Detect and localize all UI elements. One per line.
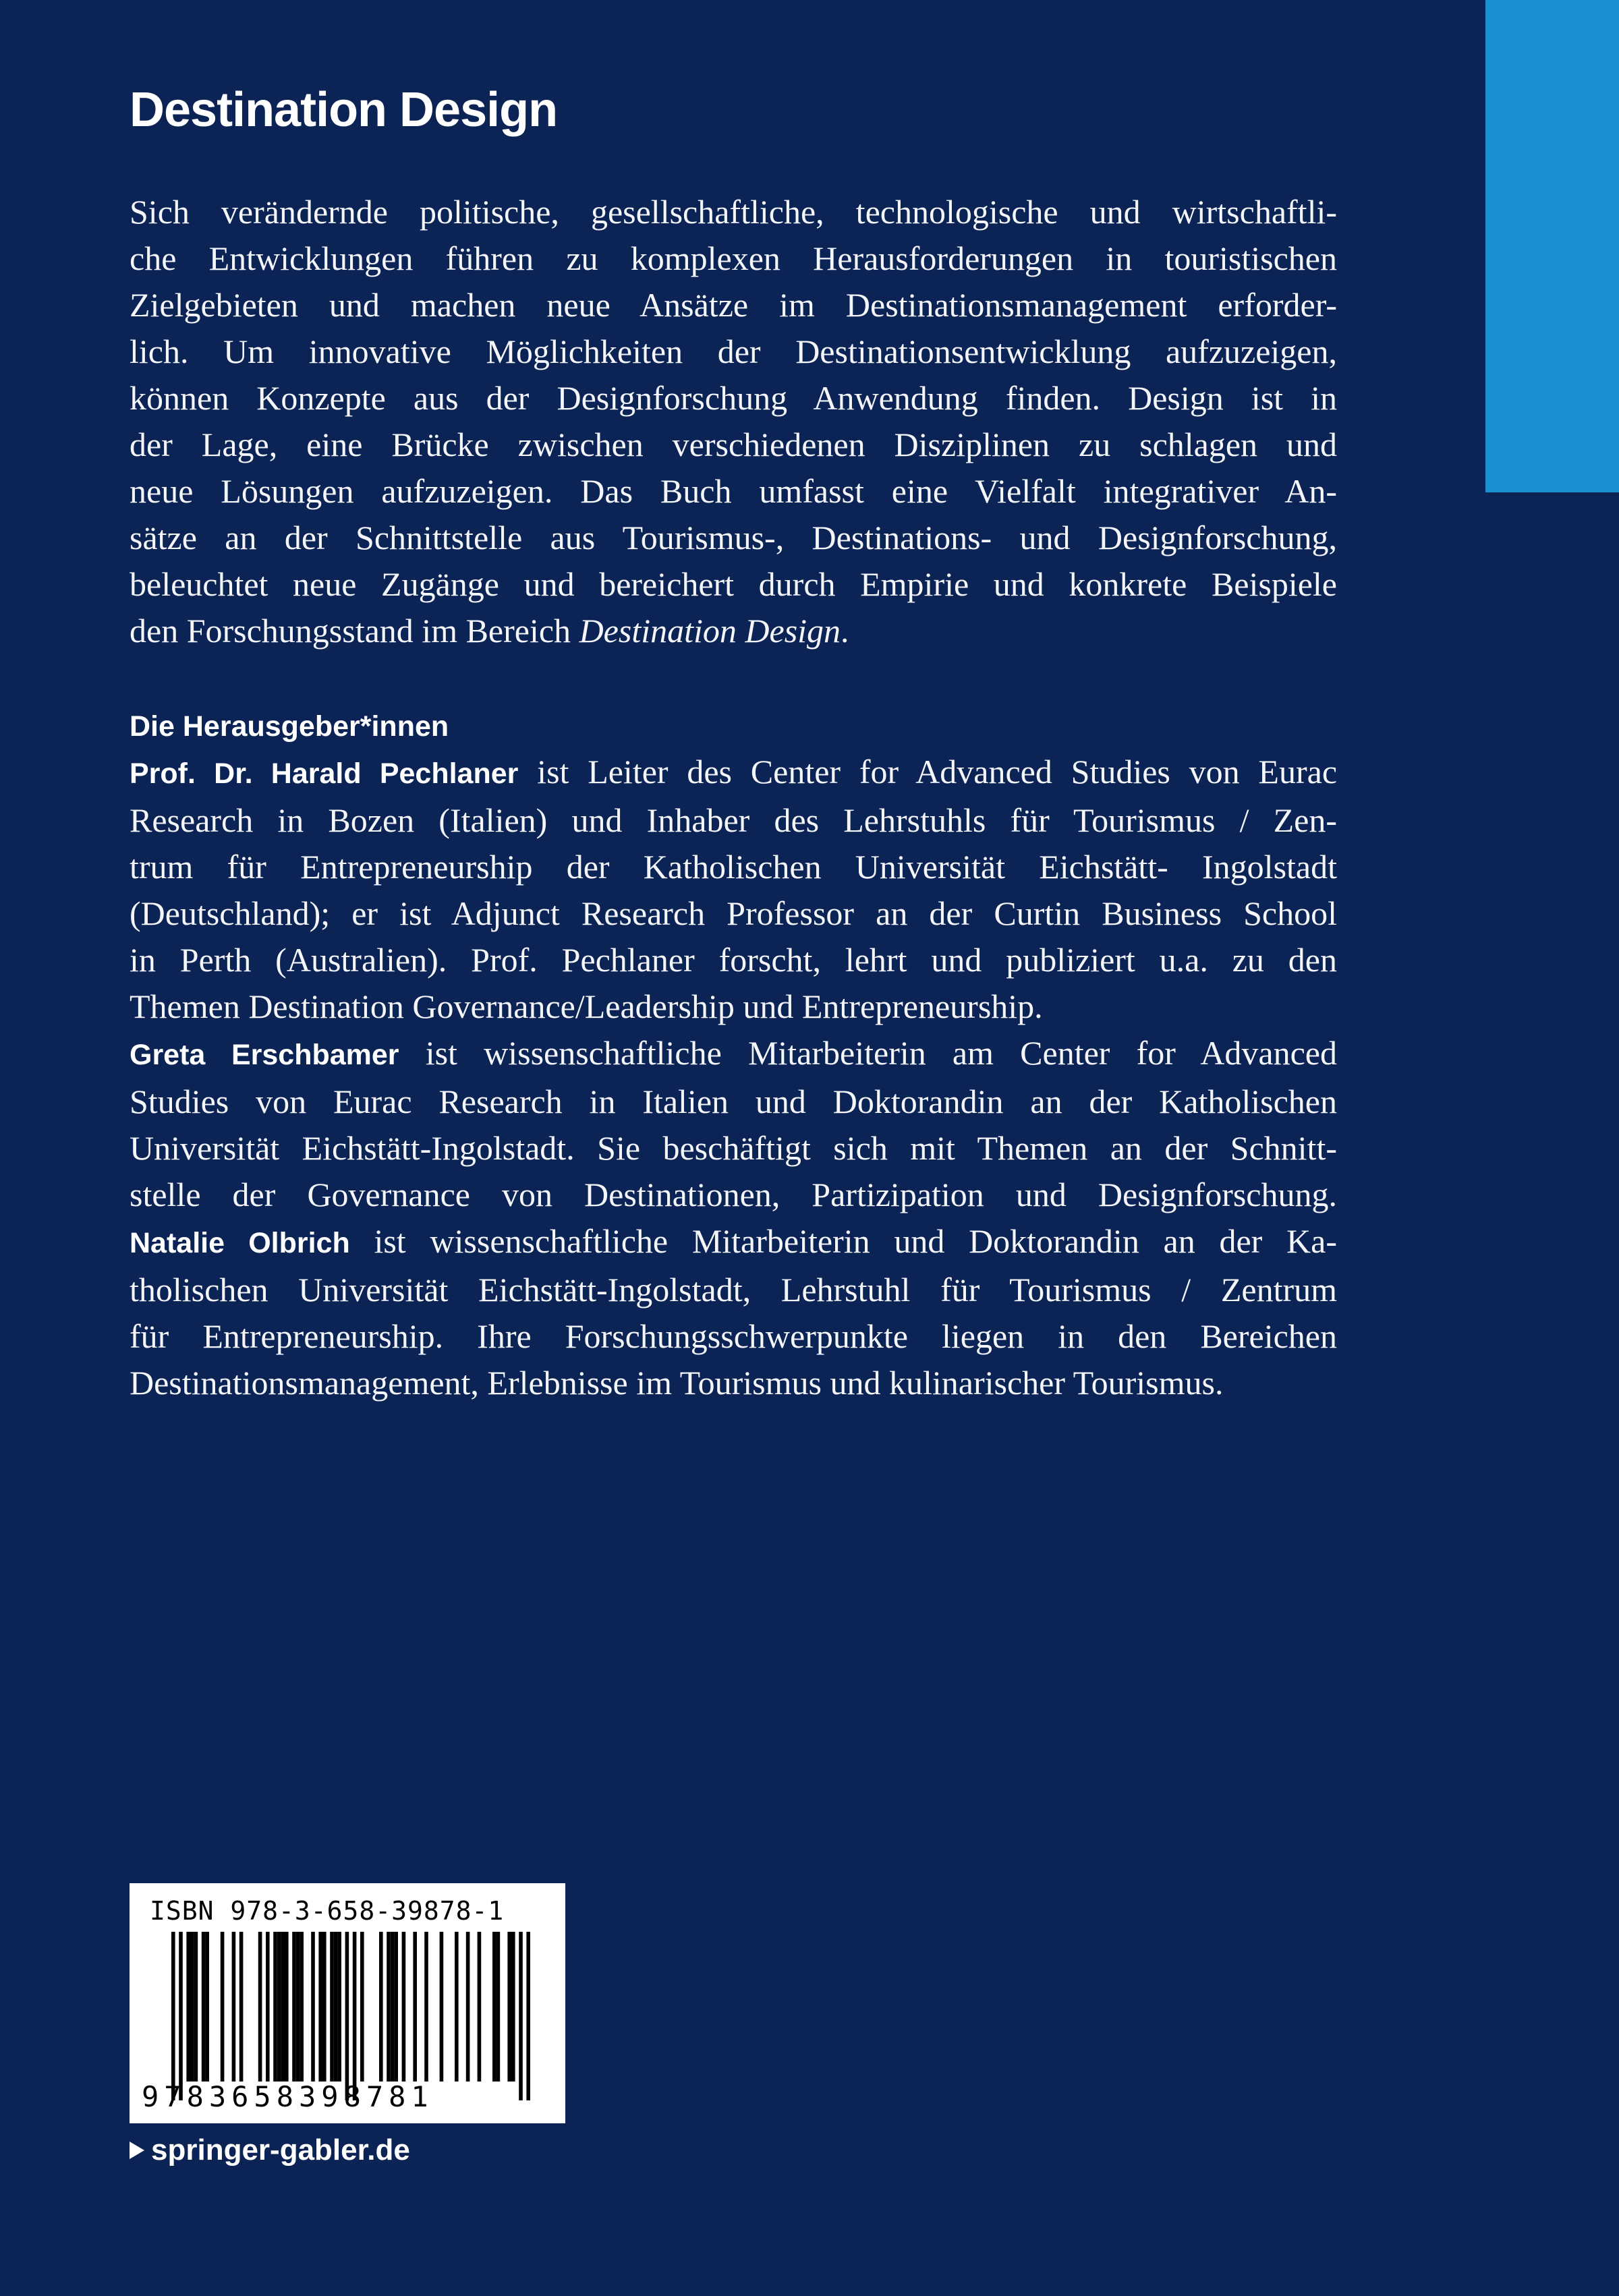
barcode-bar bbox=[296, 1932, 300, 2082]
barcode-bar bbox=[360, 1932, 364, 2082]
description-line: sätze an der Schnittstelle aus Tourismus-, Destinations- und Designforschung, bbox=[130, 519, 1337, 556]
barcode-bar bbox=[519, 1932, 523, 2100]
barcode-bar bbox=[221, 1932, 225, 2082]
barcode-bar bbox=[330, 1932, 334, 2082]
description-line: lich. Um innovative Möglichkeiten der Destinationsentwicklung aufzuzeigen, bbox=[130, 333, 1337, 370]
bio-line: Themen Destination Governance/Leadership und Entrepreneurship. bbox=[130, 987, 1043, 1025]
barcode-bar bbox=[353, 1932, 357, 2100]
isbn-barcode bbox=[130, 1883, 565, 2123]
description-line: beleuchtet neue Zugänge und bereichert durch Empirie und konkrete Beispiele bbox=[130, 565, 1337, 603]
bio-line: Universität Eichstätt-Ingolstadt. Sie beschäftigt sich mit Themen an der Schnitt- bbox=[130, 1129, 1337, 1167]
barcode-bar bbox=[526, 1932, 530, 2100]
bio-line: (Deutschland); er ist Adjunct Research Professor an der Curtin Business School bbox=[130, 894, 1337, 932]
description-line: Zielgebieten und machen neue Ansätze im Destinationsmanagement erforder- bbox=[130, 286, 1337, 324]
barcode-digits: 9783658398781 bbox=[142, 2080, 434, 2113]
description-line: neue Lösungen aufzuzeigen. Das Buch umfasst eine Vielfalt integrativer An- bbox=[130, 472, 1337, 510]
barcode-bar bbox=[292, 1932, 296, 2082]
bio-line: tholischen Universität Eichstätt-Ingolstadt, Lehrstuhl für Tourismus / Zentrum bbox=[130, 1271, 1337, 1309]
isbn-label: ISBN 978-3-658-39878-1 bbox=[150, 1896, 505, 1926]
barcode-bar bbox=[171, 1932, 175, 2100]
barcode-bar bbox=[413, 1932, 417, 2082]
book-description bbox=[130, 189, 1337, 654]
bio-line: Destinationsmanagement, Erlebnisse im Tourismus und kulinarischer Tourismus. bbox=[130, 1364, 1224, 1402]
accent-bar bbox=[1485, 0, 1619, 492]
barcode-bar bbox=[266, 1932, 270, 2082]
barcode-bar bbox=[507, 1932, 511, 2082]
editors-heading: Die Herausgeber*innen bbox=[130, 710, 449, 743]
bio-line: Studies von Eurac Research in Italien und Doktorandin an der Katholischen bbox=[130, 1083, 1337, 1120]
barcode-bar bbox=[318, 1932, 322, 2082]
arrow-icon bbox=[130, 2142, 144, 2159]
barcode-bar bbox=[300, 1932, 304, 2082]
barcode-bar bbox=[277, 1932, 281, 2082]
barcode-bar bbox=[394, 1932, 398, 2082]
barcode-bar bbox=[337, 1932, 341, 2082]
description-line: können Konzepte aus der Designforschung Anwendung finden. Design ist in bbox=[130, 379, 1337, 417]
barcode-bar bbox=[194, 1932, 198, 2082]
barcode-bar bbox=[478, 1932, 482, 2082]
editor-bios bbox=[130, 749, 1337, 1406]
description-line: der Lage, eine Brücke zwischen verschiedenen Disziplinen zu schlagen und bbox=[130, 426, 1337, 463]
barcode-bar bbox=[391, 1932, 395, 2082]
publisher-link[interactable] bbox=[130, 2130, 410, 2171]
barcode-bar bbox=[466, 1932, 470, 2082]
barcode-bar bbox=[179, 1932, 183, 2100]
barcode-bar bbox=[334, 1932, 338, 2082]
barcode-bar bbox=[186, 1932, 190, 2082]
description-line: che Entwicklungen führen zu komplexen Herausforderungen in touristischen bbox=[130, 239, 1337, 277]
barcode-bar bbox=[402, 1932, 406, 2082]
barcode-bar bbox=[424, 1932, 428, 2082]
barcode-bar bbox=[322, 1932, 326, 2082]
editor-name: Greta Erschbamer bbox=[130, 1039, 399, 1071]
barcode-bar bbox=[273, 1932, 277, 2082]
barcode-bar bbox=[440, 1932, 444, 2082]
barcode-bar bbox=[202, 1932, 206, 2082]
barcode-bar bbox=[281, 1932, 285, 2082]
bio-olbrich-first-line: Natalie Olbrich ist wissenschaftliche Mitarbeiterin und Doktorandin an der Ka- bbox=[130, 1222, 1337, 1260]
barcode-bar bbox=[205, 1932, 209, 2082]
description-line: Sich verändernde politische, gesellschaftliche, technologische und wirtschaftli- bbox=[130, 193, 1337, 231]
editor-name: Prof. Dr. Harald Pechlaner bbox=[130, 757, 519, 790]
barcode-bar bbox=[379, 1932, 383, 2082]
barcode-bar bbox=[285, 1932, 289, 2082]
barcode-bar bbox=[496, 1932, 501, 2082]
barcode-bar bbox=[258, 1932, 262, 2082]
bio-erschbamer-first-line: Greta Erschbamer ist wissenschaftliche Mitarbeiterin am Center for Advanced bbox=[130, 1034, 1337, 1072]
description-italic-title: Destination Design bbox=[579, 612, 841, 650]
bio-line: stelle der Governance von Destinationen, Partizipation und Designforschung. bbox=[130, 1176, 1337, 1213]
description-last-line: den Forschungsstand im Bereich Destination Design. bbox=[130, 612, 849, 650]
bio-line: Research in Bozen (Italien) und Inhaber des Lehrstuhls für Tourismus / Zen- bbox=[130, 801, 1337, 839]
barcode-bar bbox=[387, 1932, 391, 2082]
editor-name: Natalie Olbrich bbox=[130, 1227, 350, 1259]
publisher-url: springer-gabler.de bbox=[151, 2133, 410, 2166]
barcode-bar bbox=[239, 1932, 244, 2082]
bio-pechlaner-first-line: Prof. Dr. Harald Pechlaner ist Leiter des Center for Advanced Studies von Eurac bbox=[130, 753, 1338, 791]
bio-line: in Perth (Australien). Prof. Pechlaner forscht, lehrt und publiziert u.a. zu den bbox=[130, 941, 1337, 979]
barcode-bar bbox=[455, 1932, 459, 2082]
barcode-bar bbox=[345, 1932, 349, 2100]
barcode-bar bbox=[232, 1932, 236, 2082]
barcode-bar bbox=[511, 1932, 515, 2082]
barcode-bar bbox=[492, 1932, 496, 2082]
barcode-bar bbox=[190, 1932, 194, 2082]
bio-line: trum für Entrepreneurship der Katholischen Universität Eichstätt- Ingolstadt bbox=[130, 848, 1337, 886]
barcode-bar bbox=[311, 1932, 315, 2082]
book-title: Destination Design bbox=[130, 83, 558, 137]
bio-line: für Entrepreneurship. Ihre Forschungsschwerpunkte liegen in den Bereichen bbox=[130, 1317, 1337, 1355]
